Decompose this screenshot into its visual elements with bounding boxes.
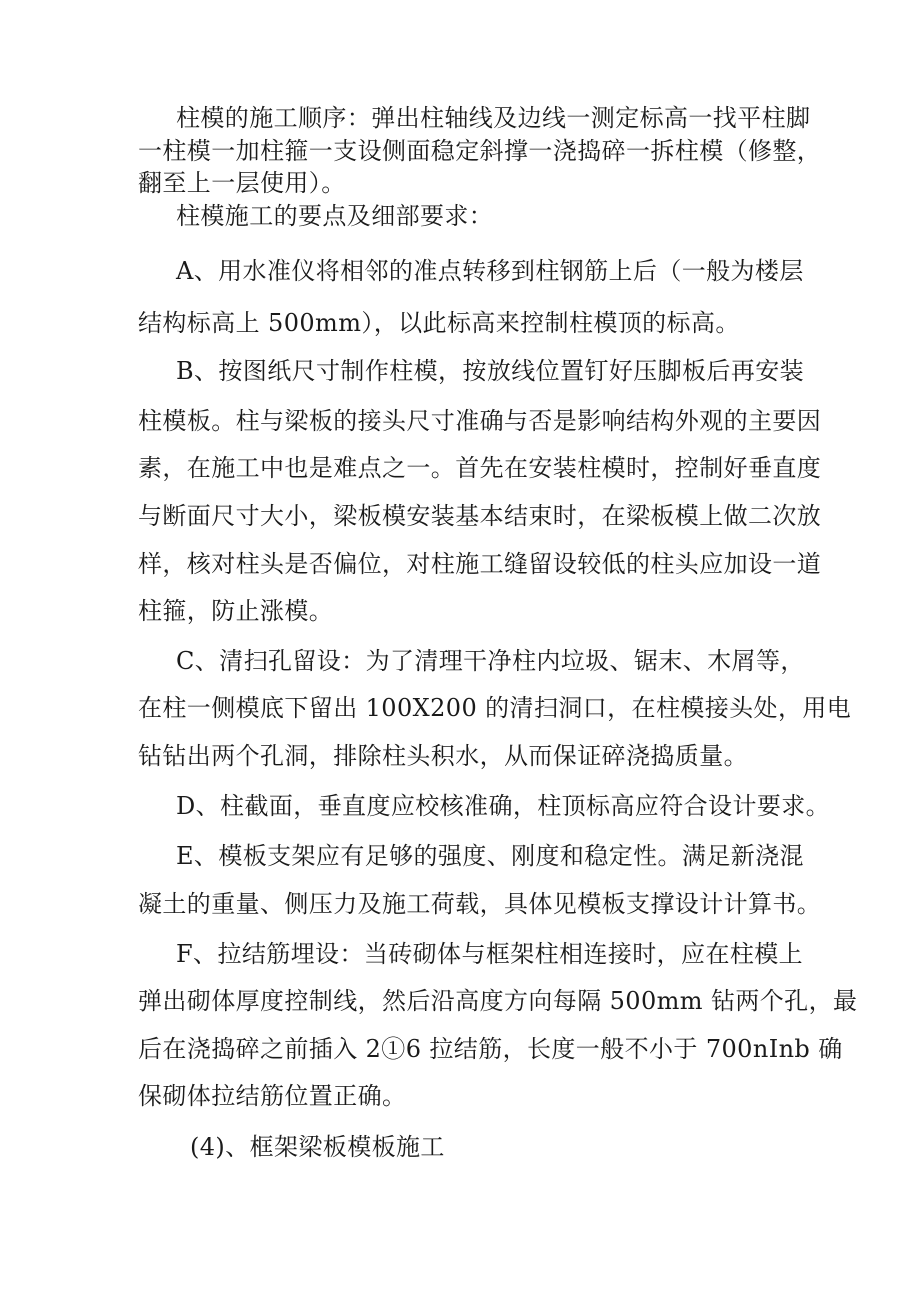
item-a-line-2: 结构标高上 500mm），以此标高来控制柱模顶的标高。 bbox=[138, 309, 740, 337]
item-d-line-1: D、柱截面，垂直度应校核准确，柱顶标高应符合设计要求。 bbox=[176, 792, 831, 820]
item-f-line-1: F、拉结筋埋设：当砖砌体与框架柱相连接时，应在柱模上 bbox=[176, 940, 804, 968]
item-b-line-2: 柱模板。柱与梁板的接头尺寸准确与否是影响结构外观的主要因 bbox=[138, 407, 822, 435]
item-b-line-5: 样，核对柱头是否偏位，对柱施工缝留设较低的柱头应加设一道 bbox=[138, 550, 822, 578]
item-f-line-4: 保砌体拉结筋位置正确。 bbox=[138, 1082, 407, 1110]
item-c-line-2: 在柱一侧模底下留出 100X200 的清扫洞口，在柱模接头处，用电 bbox=[138, 694, 852, 722]
section-heading-beam-slab-formwork: (4)、框架梁板模板施工 bbox=[190, 1133, 445, 1161]
section-heading-key-points: 柱模施工的要点及细部要求： bbox=[176, 202, 494, 230]
item-a-line-1: A、用水准仪将相邻的准点转移到柱钢筋上后（一般为楼层 bbox=[176, 257, 804, 285]
item-b-line-3: 素，在施工中也是难点之一。首先在安装柱模时，控制好垂直度 bbox=[138, 454, 822, 482]
item-c-line-1: C、清扫孔留设：为了清理干净柱内垃圾、锯末、木屑等， bbox=[176, 647, 805, 675]
item-b-line-4: 与断面尺寸大小，梁板模安装基本结束时，在梁板模上做二次放 bbox=[138, 502, 822, 530]
paragraph-line-column-form-sequence-2: 一柱模一加柱箍一支设侧面稳定斜撑一浇捣碎一拆柱模（修整， bbox=[138, 137, 822, 165]
item-b-line-6: 柱箍，防止涨模。 bbox=[138, 597, 334, 625]
paragraph-line-column-form-sequence-1: 柱模的施工顺序：弹出柱轴线及边线一测定标高一找平柱脚 bbox=[176, 104, 811, 132]
item-e-line-1: E、模板支架应有足够的强度、刚度和稳定性。满足新浇混 bbox=[176, 842, 804, 870]
item-f-line-3: 后在浇捣碎之前插入 2①6 拉结筋，长度一般不小于 700nInb 确 bbox=[138, 1035, 843, 1063]
item-e-line-2: 凝土的重量、侧压力及施工荷载，具体见模板支撑设计计算书。 bbox=[138, 890, 822, 918]
item-c-line-3: 钻钻出两个孔洞，排除柱头积水，从而保证碎浇捣质量。 bbox=[138, 742, 748, 770]
item-b-line-1: B、按图纸尺寸制作柱模，按放线位置钉好压脚板后再安装 bbox=[176, 357, 805, 385]
item-f-line-2: 弹出砌体厚度控制线，然后沿高度方向每隔 500mm 钻两个孔，最 bbox=[138, 987, 858, 1015]
paragraph-line-column-form-sequence-3: 翻至上一层使用）。 bbox=[138, 169, 346, 197]
